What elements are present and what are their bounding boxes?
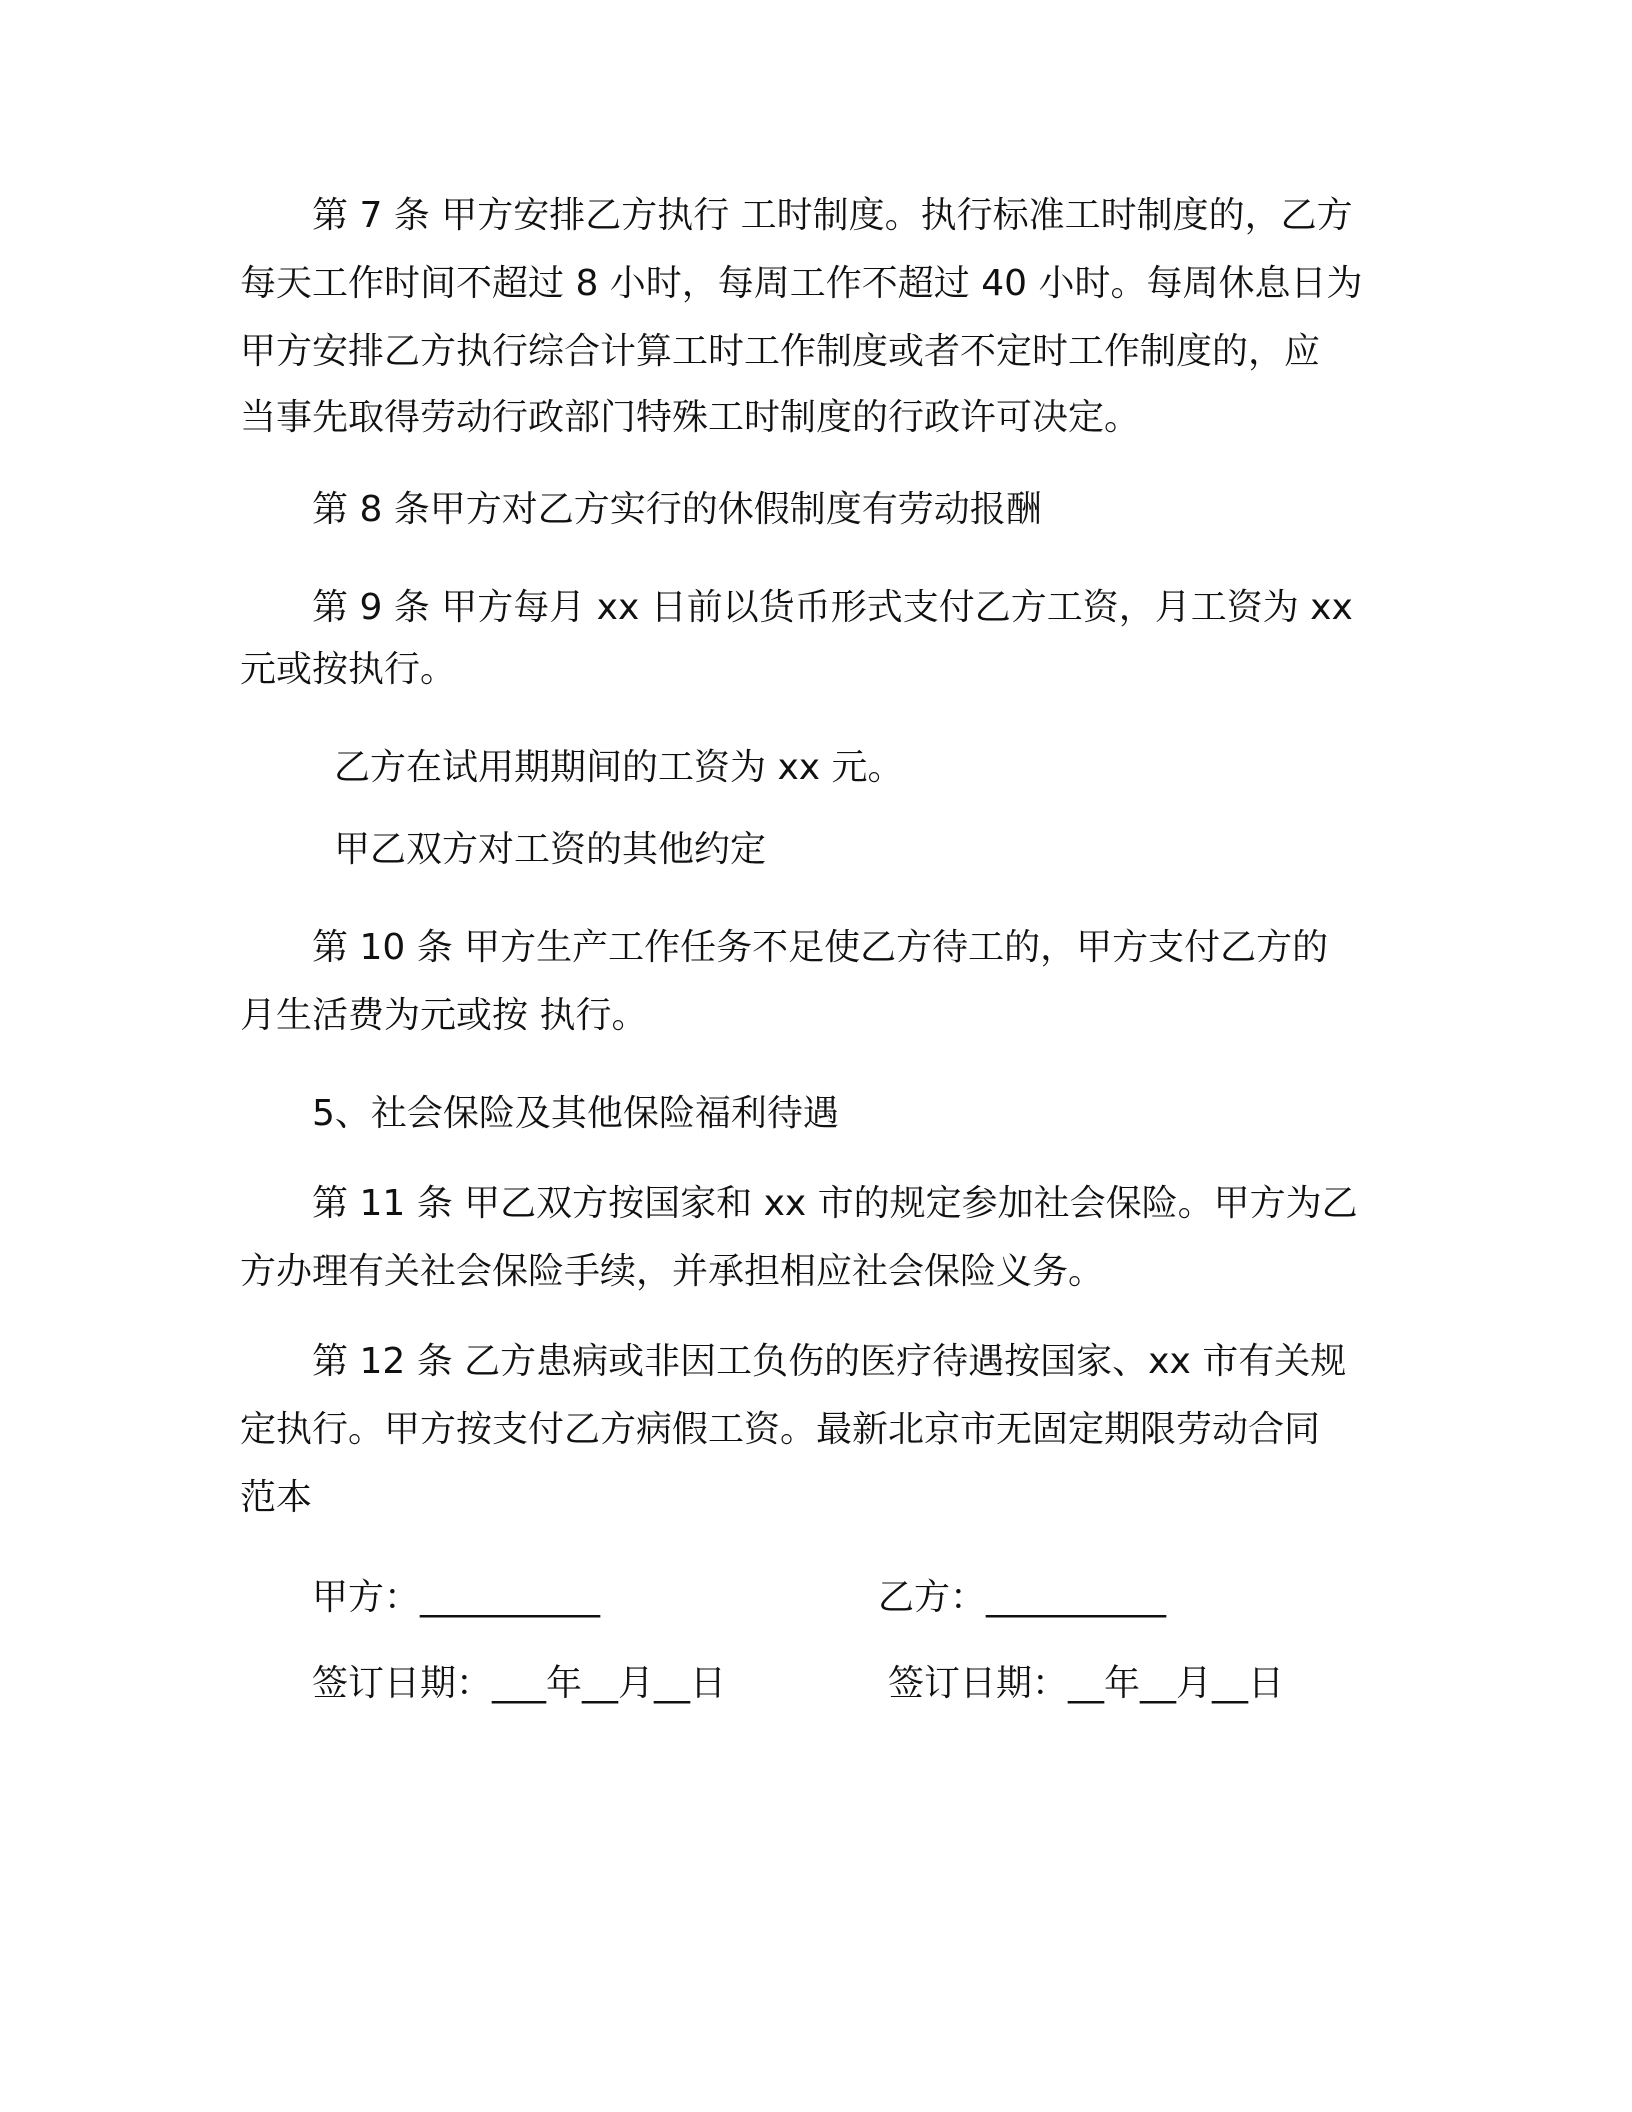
section-5-heading: 5、社会保险及其他保险福利待遇 (312, 1093, 839, 1134)
probation-wage: 乙方在试用期期间的工资为 xx 元。 (334, 747, 904, 788)
article-10-line-1: 第 10 条 甲方生产工作任务不足使乙方待工的，甲方支付乙方的 (312, 927, 1329, 968)
article-12-line-3: 范本 (240, 1477, 313, 1518)
other-wage-agreement: 甲乙双方对工资的其他约定 (334, 829, 767, 870)
party-b-signature: 乙方：__________ (878, 1577, 1167, 1618)
party-b-sign-date: 签订日期：__年__月__日 (888, 1663, 1285, 1704)
article-12-line-2: 定执行。甲方按支付乙方病假工资。最新北京市无固定期限劳动合同 (240, 1409, 1321, 1450)
article-9-line-2: 元或按执行。 (240, 649, 457, 690)
article-11-line-1: 第 11 条 甲乙双方按国家和 xx 市的规定参加社会保险。甲方为乙 (312, 1183, 1358, 1224)
party-a-signature: 甲方：__________ (312, 1577, 601, 1618)
article-7-line-3: 甲方安排乙方执行综合计算工时工作制度或者不定时工作制度的，应 (240, 331, 1321, 372)
article-8: 第 8 条甲方对乙方实行的休假制度有劳动报酬 (312, 489, 1042, 530)
article-10-line-2: 月生活费为元或按 执行。 (240, 995, 648, 1036)
article-9-line-1: 第 9 条 甲方每月 xx 日前以货币形式支付乙方工资，月工资为 xx (312, 587, 1353, 628)
party-a-sign-date: 签订日期：___年__月__日 (312, 1663, 727, 1704)
article-7-line-4: 当事先取得劳动行政部门特殊工时制度的行政许可决定。 (240, 397, 1141, 438)
article-11-line-2: 方办理有关社会保险手续，并承担相应社会保险义务。 (240, 1251, 1105, 1292)
article-7-line-2: 每天工作时间不超过 8 小时，每周工作不超过 40 小时。每周休息日为 (240, 263, 1363, 304)
article-12-line-1: 第 12 条 乙方患病或非因工负伤的医疗待遇按国家、xx 市有关规 (312, 1341, 1347, 1382)
article-7-line-1: 第 7 条 甲方安排乙方执行 工时制度。执行标准工时制度的，乙方 (312, 195, 1353, 236)
